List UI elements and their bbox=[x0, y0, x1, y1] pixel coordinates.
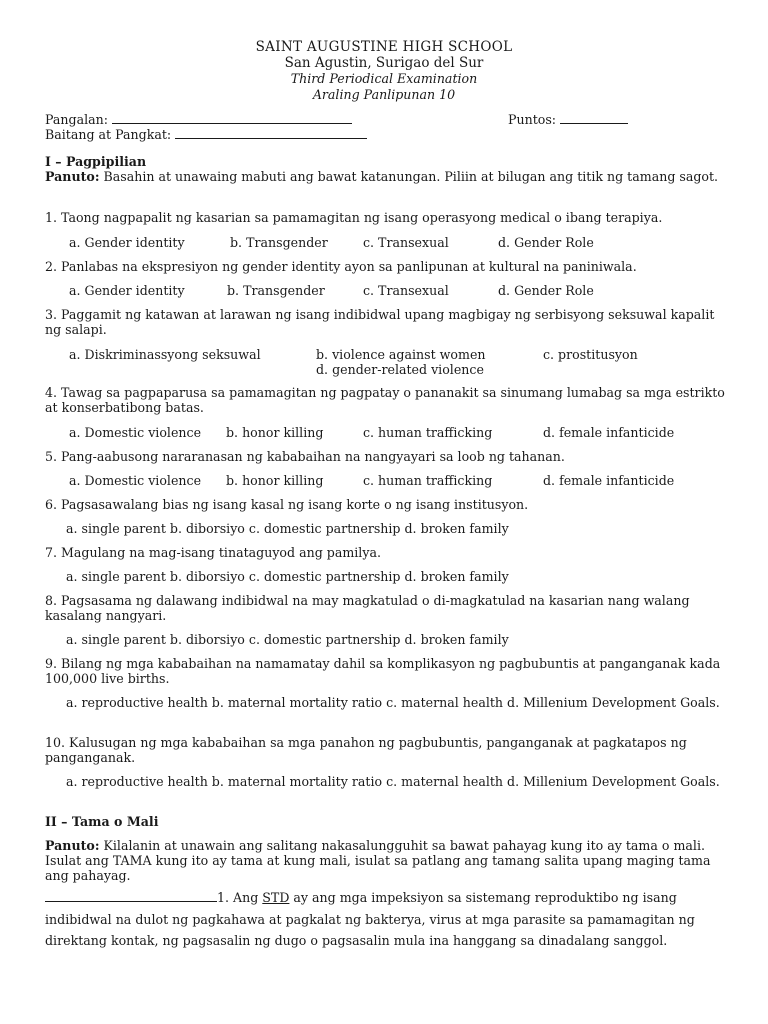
q3-option-a[interactable]: a. Diskriminassyong seksuwal bbox=[69, 347, 261, 362]
part2-directions bbox=[45, 838, 725, 883]
part1-directions-label: Panuto: bbox=[45, 169, 100, 184]
exam-title: Third Periodical Examination bbox=[290, 71, 478, 86]
tf-item-1-answer-blank[interactable] bbox=[45, 890, 217, 902]
school-location: San Agustin, Surigao del Sur bbox=[284, 54, 484, 71]
question-10-options[interactable]: a. reproductive health b. maternal mortality ratio c. maternal health d. Millenium Development Goals. bbox=[66, 774, 720, 789]
part2-title: II – Tama o Mali bbox=[45, 814, 159, 829]
part1-title: I – Pagpipilian bbox=[45, 154, 147, 169]
q5-option-d[interactable]: d. female infanticide bbox=[543, 473, 675, 488]
score-field bbox=[508, 112, 628, 127]
tf-item-1 bbox=[45, 887, 725, 952]
q2-option-d[interactable]: d. Gender Role bbox=[498, 283, 594, 298]
part1-directions-text: Basahin at unawaing mabuti ang bawat katanungan. Piliin at bilugan ang titik ng tamang sagot. bbox=[103, 169, 719, 184]
q4-option-b[interactable]: b. honor killing bbox=[226, 425, 324, 440]
q3-option-b[interactable]: b. violence against women bbox=[316, 347, 486, 362]
q2-option-a[interactable]: a. Gender identity bbox=[69, 283, 185, 298]
question-1: 1. Taong nagpapalit ng kasarian sa pamamagitan ng isang operasyong medical o ibang terapiya. bbox=[45, 210, 663, 225]
name-blank[interactable] bbox=[112, 112, 352, 124]
question-4: 4. Tawag sa pagpaparusa sa pamamagitan ng pagpatay o pananakit sa sinumang lumabag sa mga estrikto at konserbatibong batas. bbox=[45, 385, 725, 415]
q4-option-c[interactable]: c. human trafficking bbox=[363, 425, 493, 440]
q4-option-a[interactable]: a. Domestic violence bbox=[69, 425, 202, 440]
q1-option-b[interactable]: b. Transgender bbox=[230, 235, 328, 250]
name-field bbox=[45, 112, 352, 127]
question-9-options[interactable]: a. reproductive health b. maternal mortality ratio c. maternal health d. Millenium Development Goals. bbox=[66, 695, 720, 710]
question-7-options[interactable]: a. single parent b. diborsiyo c. domestic partnership d. broken family bbox=[66, 569, 509, 584]
question-8-options[interactable]: a. single parent b. diborsiyo c. domestic partnership d. broken family bbox=[66, 632, 509, 647]
q1-option-d[interactable]: d. Gender Role bbox=[498, 235, 594, 250]
q2-option-c[interactable]: c. Transexual bbox=[363, 283, 449, 298]
grade-section-blank[interactable] bbox=[175, 127, 367, 139]
grade-section-field bbox=[45, 127, 367, 142]
q5-option-a[interactable]: a. Domestic violence bbox=[69, 473, 202, 488]
question-6-options[interactable]: a. single parent b. diborsiyo c. domestic partnership d. broken family bbox=[66, 521, 509, 536]
q3-option-c[interactable]: c. prostitusyon bbox=[543, 347, 638, 362]
q1-option-a[interactable]: a. Gender identity bbox=[69, 235, 185, 250]
part2-directions-text: Kilalanin at unawain ang salitang nakasalungguhit sa bawat pahayag kung ito ay tama o mali. Isulat ang TAMA kung ito ay tama at kung mali, isulat sa patlang ang tamang salita upang maging tama ang pahayag. bbox=[45, 838, 711, 883]
question-7: 7. Magulang na mag-isang tinataguyod ang pamilya. bbox=[45, 545, 381, 560]
question-9: 9. Bilang ng mga kababaihan na namamatay dahil sa komplikasyon ng pagbubuntis at panganganak kada 100,000 live births. bbox=[45, 656, 721, 686]
part1-directions bbox=[45, 169, 725, 184]
tf-item-1-rest: ay ang mga impeksiyon sa sistemang reproduktibo ng isang indibidwal na dulot ng pagkahawa at pagkalat ng bakterya, virus at mga parasite sa pamamagitan ng direktang kontak, ng pagsasalin ng dugo o pagsasalin mula ina hanggang sa dinadalang sanggol. bbox=[45, 890, 695, 948]
question-8: 8. Pagsasama ng dalawang indibidwal na may magkatulad o di-magkatulad na kasarian nang walang kasalang nangyari. bbox=[45, 593, 690, 623]
subject-title: Araling Panlipunan 10 bbox=[312, 86, 456, 102]
score-blank[interactable] bbox=[560, 112, 628, 124]
q5-option-c[interactable]: c. human trafficking bbox=[363, 473, 493, 488]
question-2: 2. Panlabas na ekspresiyon ng gender identity ayon sa panlipunan at kultural na paniniwala. bbox=[45, 259, 637, 274]
q4-option-d[interactable]: d. female infanticide bbox=[543, 425, 675, 440]
q2-option-b[interactable]: b. Transgender bbox=[227, 283, 325, 298]
grade-section-label: Baitang at Pangkat: bbox=[45, 127, 172, 142]
school-name: SAINT AUGUSTINE HIGH SCHOOL bbox=[255, 39, 513, 55]
exam-header bbox=[0, 40, 768, 102]
question-5: 5. Pang-aabusong nararanasan ng kababaihan na nangyayari sa loob ng tahanan. bbox=[45, 449, 565, 464]
question-6: 6. Pagsasawalang bias ng isang kasal ng isang korte o ng isang institusyon. bbox=[45, 497, 529, 512]
q5-option-b[interactable]: b. honor killing bbox=[226, 473, 324, 488]
tf-item-1-underlined-term: STD bbox=[262, 890, 290, 905]
score-label: Puntos: bbox=[508, 112, 557, 127]
question-10: 10. Kalusugan ng mga kababaihan sa mga panahon ng pagbubuntis, panganganak at pagkatapos ng panganganak. bbox=[45, 735, 687, 765]
part2-directions-label: Panuto: bbox=[45, 838, 100, 853]
q1-option-c[interactable]: c. Transexual bbox=[363, 235, 449, 250]
q3-option-d[interactable]: d. gender-related violence bbox=[316, 362, 484, 377]
name-label: Pangalan: bbox=[45, 112, 108, 127]
tf-item-1-prefix: 1. Ang bbox=[217, 890, 263, 905]
question-3: 3. Paggamit ng katawan at larawan ng isang indibidwal upang magbigay ng serbisyong seksuwal kapalit ng salapi. bbox=[45, 307, 715, 337]
